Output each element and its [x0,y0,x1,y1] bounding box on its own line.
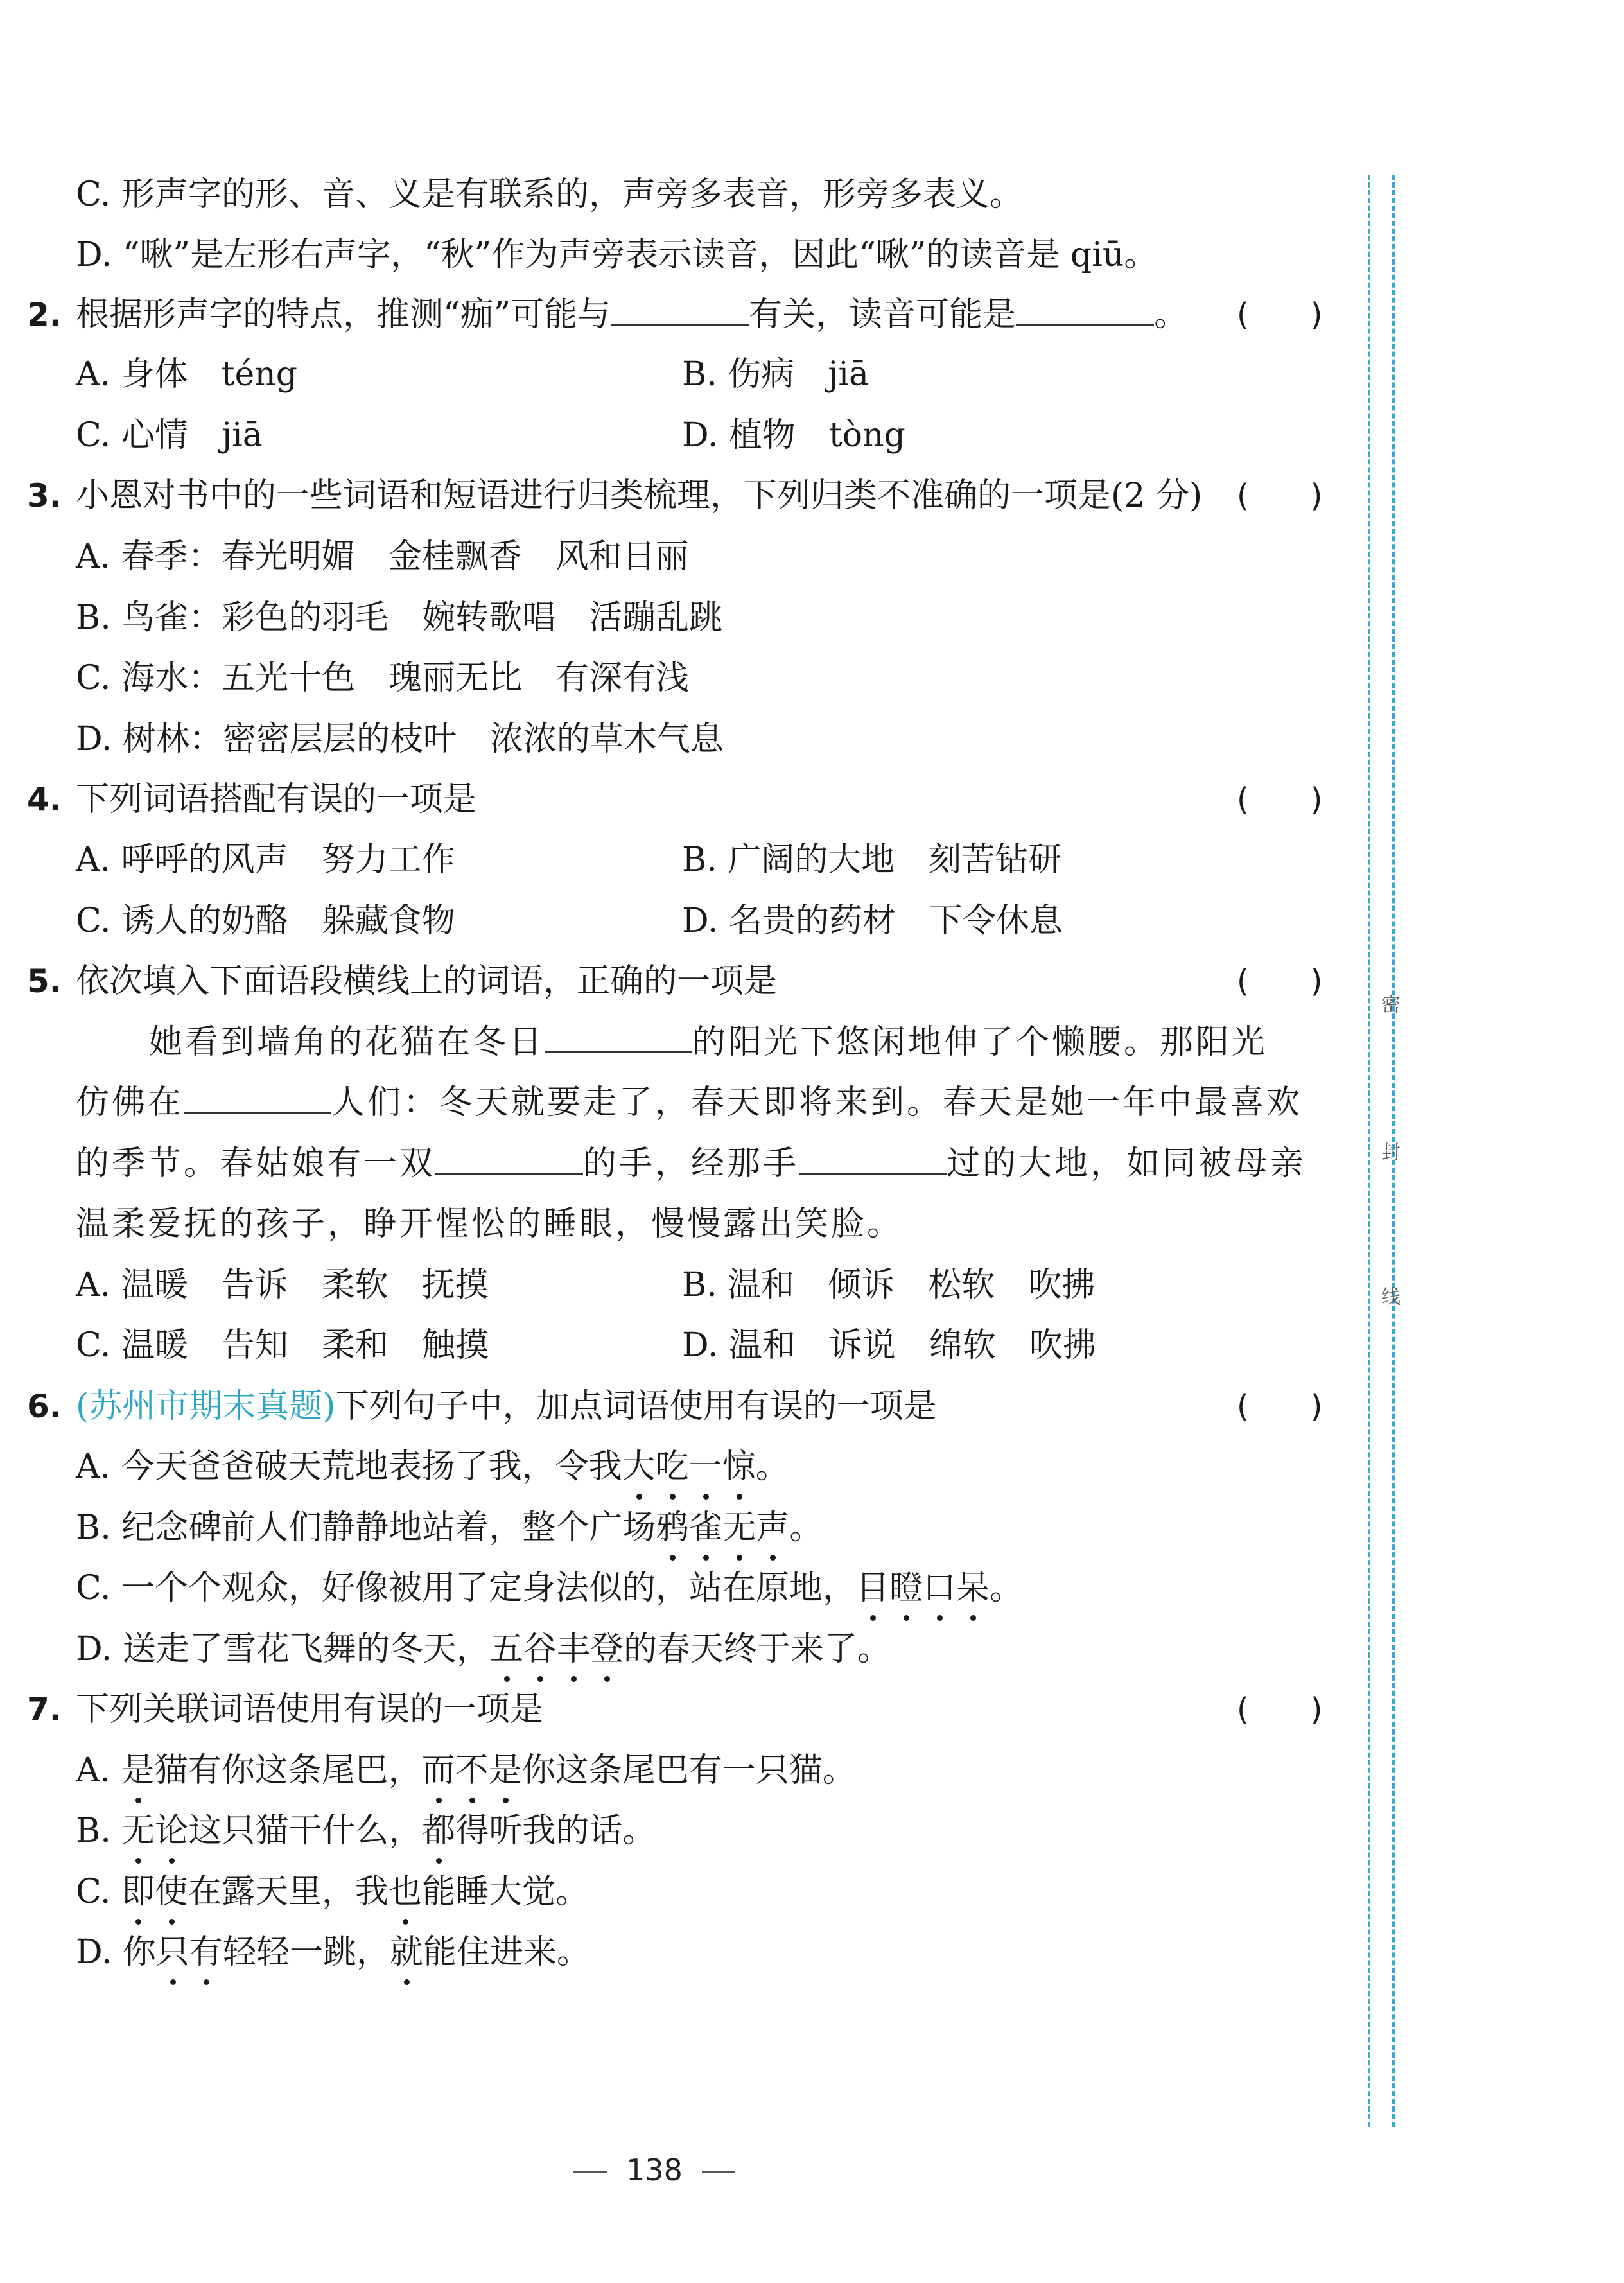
dotted-char: 雀 [689,1505,722,1550]
q6-option-c [76,1566,1023,1611]
page-number: 138 [626,2153,683,2187]
option-text: C. [76,1873,121,1911]
passage-line-4: 温柔爱抚的孩子，睁开惺忪的睡眼，慢慢露出笑脸。 [76,1205,904,1243]
q5-option-b: B. 温和 倾诉 松软 吹拂 [682,1266,1096,1304]
answer-blank[interactable] [611,324,749,326]
answer-parentheses[interactable]: ( ) [1237,478,1323,514]
option-text: 这只猫干什么， [188,1812,423,1850]
q5-option-d: D. 温和 诉说 绵软 吹拂 [682,1326,1096,1365]
answer-blank[interactable] [435,1173,583,1175]
passage-text: 的手，经那手 [583,1144,799,1183]
passage-text: 的季节。春姑娘有一双 [76,1144,436,1183]
binding-label-1: 密 [1377,994,1400,1013]
question-number: 3. [27,477,62,514]
footer-dash [573,2171,607,2173]
footer-dash [702,2171,735,2173]
dotted-char: 无 [121,1808,155,1853]
binding-label-3: 线 [1377,1286,1400,1306]
option-text: 。 [990,1569,1024,1607]
passage-line-3 [76,1141,1306,1186]
q7-option-c [76,1869,589,1914]
q7-option-b [76,1808,656,1853]
dotted-char: 论 [155,1808,188,1853]
dotted-char: 大 [622,1444,656,1489]
q6-option-d [76,1627,891,1672]
option-text: 得听我的话。 [455,1812,656,1850]
q2-option-a: A. 身体 téng [76,355,298,394]
question-number: 2. [27,296,62,333]
option-text: D. 你 [76,1933,156,1972]
option-text: 能住进来。 [423,1933,590,1972]
q6-option-b [76,1505,823,1550]
question-number: 6. [27,1388,62,1425]
q7-option-a [76,1748,856,1793]
answer-parentheses[interactable]: ( ) [1237,1692,1323,1728]
dotted-char: 不 [455,1748,489,1793]
dotted-char: 即 [121,1869,155,1914]
passage-text: 她看到墙角的花猫在冬日 [149,1023,545,1062]
option-text: A. 今天爸爸破天荒地表扬了我，令我 [76,1448,622,1486]
option-text: 猫有你这条尾巴， [154,1751,422,1790]
question-stem [76,292,1187,337]
dotted-char: 惊 [722,1444,756,1489]
answer-blank[interactable] [184,1112,331,1114]
option-text: D. 送走了雪花飞舞的冬天， [76,1630,490,1668]
stem-text: 下列句子中，加点词语使用有误的一项是 [335,1387,937,1426]
question-stem: 依次填入下面语段横线上的词语，正确的一项是 [76,962,778,1001]
option-text: B. 纪念碑前人们静静地站着，整个广场 [76,1509,656,1547]
question-number: 7. [27,1691,62,1728]
answer-blank[interactable] [1016,324,1154,326]
answer-parentheses[interactable]: ( ) [1237,963,1323,999]
option-text: C. 一个个观众，好像被用了定身法似的，站在原地， [76,1569,856,1607]
question-number: 4. [27,781,62,818]
stem-part: 。 [1154,295,1188,334]
q4-option-d: D. 名贵的药材 下令休息 [682,902,1063,940]
option-text: B. [76,1812,122,1850]
answer-parentheses[interactable]: ( ) [1237,782,1323,818]
dotted-char: 五 [490,1627,523,1672]
q2-option-b: B. 伤病 jiā [682,355,869,394]
dotted-char: 就 [390,1930,423,1975]
passage-text: 仿佛在 [76,1083,184,1122]
passage-line-1 [149,1020,1268,1065]
passage-text: 人们：冬天就要走了，春天即将来到。春天是她一年中最喜欢 [331,1083,1303,1122]
stem-part: 有关，读音可能是 [749,295,1017,334]
option-text: 你这条尾巴有一只猫。 [521,1751,856,1790]
passage-text: 的阳光下悠闲地伸了个懒腰。那阳光 [692,1023,1268,1062]
q4-option-c: C. 诱人的奶酪 躲藏食物 [76,902,455,940]
answer-parentheses[interactable]: ( ) [1237,1388,1323,1424]
dotted-char: 吃 [656,1444,689,1489]
passage-line-2 [76,1080,1302,1125]
binding-label-2: 封 [1377,1142,1400,1161]
answer-blank[interactable] [545,1051,692,1053]
option-text: 的春天终于来了。 [623,1630,891,1668]
question-stem: 小恩对书中的一些词语和短语进行归类梳理，下列归类不准确的一项是(2 分) [76,477,1203,515]
question-stem [76,1384,937,1429]
q5-option-c: C. 温暖 告知 柔和 触摸 [76,1326,489,1365]
question-number: 5. [27,963,62,1000]
dotted-char: 一 [689,1444,722,1489]
q5-option-a: A. 温暖 告诉 柔软 抚摸 [76,1266,489,1304]
q6-option-a [76,1444,789,1489]
dotted-char: 谷 [523,1627,557,1672]
q3-option-b: B. 鸟雀：彩色的羽毛 婉转歌唱 活蹦乱跳 [76,599,723,637]
dotted-char: 而 [422,1748,455,1793]
q3-option-a: A. 春季：春光明媚 金桂飘香 风和日丽 [76,538,689,576]
q7-option-d [76,1930,590,1975]
page-footer [0,2153,1309,2187]
question-stem: 下列词语搭配有误的一项是 [76,780,477,819]
dotted-char: 瞪 [889,1566,923,1611]
answer-parentheses[interactable]: ( ) [1237,297,1323,333]
dotted-char: 有 [189,1930,223,1975]
dotted-char: 目 [856,1566,889,1611]
option-text: 在露天里，我 [188,1873,389,1911]
q4-option-a: A. 呼呼的风声 努力工作 [76,841,455,879]
option-text: 轻轻一跳， [222,1933,390,1972]
q3-option-d: D. 树林：密密层层的枝叶 浓浓的草木气息 [76,720,724,758]
dotted-char: 也 [389,1869,422,1914]
option-text: 。 [789,1509,823,1547]
dotted-char: 登 [590,1627,624,1672]
dotted-char: 是 [489,1748,522,1793]
binding-dashed-line-left [1368,175,1370,2127]
dotted-char: 无 [722,1505,756,1550]
q3-option-c: C. 海水：五光十色 瑰丽无比 有深有浅 [76,659,689,697]
answer-blank[interactable] [799,1173,947,1175]
q1-option-c: C. 形声字的形、音、义是有联系的，声旁多表音，形旁多表义。 [76,175,1023,214]
dotted-char: 声 [756,1505,789,1550]
source-label: (苏州市期末真题) [76,1387,336,1426]
option-text: 能睡大觉。 [422,1873,589,1911]
option-text: A. [76,1751,121,1790]
stem-part: 根据形声字的特点，推测“痂”可能与 [76,295,611,334]
dotted-char: 鸦 [656,1505,689,1550]
dotted-char: 口 [923,1566,956,1611]
dotted-char: 都 [422,1808,455,1853]
q1-option-d: D. “啾”是左形右声字，“秋”作为声旁表示读音，因此“啾”的读音是 qiū。 [76,236,1158,274]
q2-option-c: C. 心情 jiā [76,416,263,455]
option-text: 。 [755,1448,789,1486]
q2-option-d: D. 植物 tòng [682,416,905,455]
dotted-char: 只 [156,1930,189,1975]
passage-text: 过的大地，如同被母亲 [947,1144,1307,1183]
dotted-char: 使 [155,1869,188,1914]
dotted-char: 丰 [557,1627,590,1672]
dotted-char: 是 [121,1748,155,1793]
q4-option-b: B. 广阔的大地 刻苦钻研 [682,841,1062,879]
question-stem: 下列关联词语使用有误的一项是 [76,1690,544,1729]
dotted-char: 呆 [956,1566,990,1611]
